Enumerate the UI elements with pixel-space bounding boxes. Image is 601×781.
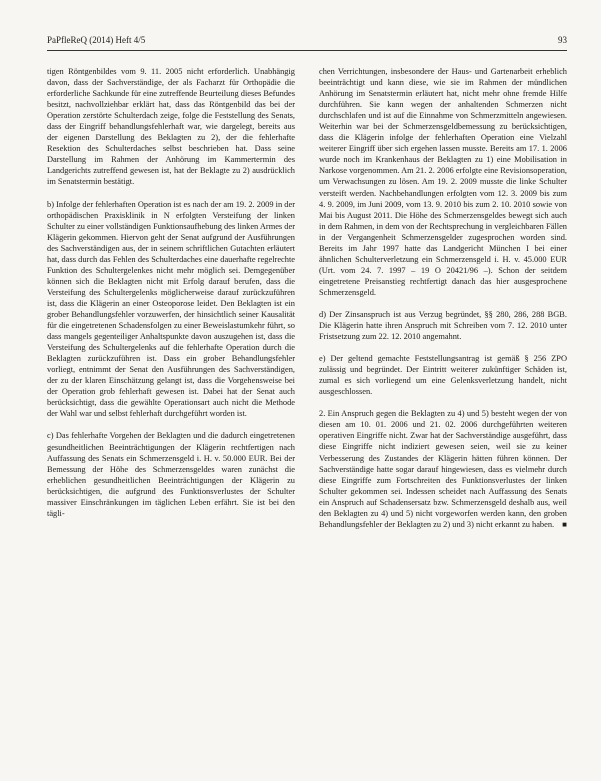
paragraph: tigen Röntgenbildes vom 9. 11. 2005 nicht erforderlich. Unabhängig davon, dass der Sachverständige, der als Facharzt für Orthopädie die erforderliche Sachkunde für eine zutreffende Beurteilung dieses Befundes besitzt, nachvollziehbar erklärt hat, dass das Röntgenbild das bei der Operation zerstörte Schulterdach zeige, folge die Feststellung des Senats, dass der Eingriff behandlungsfehlerhaft war, wie dargelegt, bereits aus der eigenen Darstellung des Beklagten zu 2), der die fehlerhafte Resektion des Schulterdaches selbst beschrieben hat. Dass seine Darstellung im Rahmen der Anhörung im Kammertermin des Landgerichts zutreffend gewesen ist, hat der Beklagte zu 2) ausdrücklich im Senatstermin bestätigt. — [47, 67, 295, 187]
right-column — [319, 66, 567, 530]
paragraph: e) Der geltend gemachte Feststellungsantrag ist gemäß § 256 ZPO zulässig und begründet. Der Eintritt weiterer zukünftiger Schäden ist, zumal es sich vorliegend um eine Gelenksverletzung handelt, nicht ausgeschlossen. — [319, 354, 567, 397]
end-mark: ■ — [562, 519, 567, 529]
paragraph: b) Infolge der fehlerhaften Operation ist es nach der am 19. 2. 2009 in der orthopädischen Praxisklinik in N erfolgten Versteifung der linken Schulter zu einer vollständigen Funktionsaufhebung des linken Armes der Klägerin gekommen. Hiervon geht der Senat aufgrund der Ausführungen des Sachverständigen aus, der in seinem schriftlichen Gutachten erläutert hat, dass durch das Fehlen des Schulterdaches eine dauerhafte regelrechte Funktion des Schultergelenkes nicht mehr möglich sei. Demgegenüber können sich die Beklagten nicht mit Erfolg darauf berufen, dass die Versteifung des Schultergelenks möglicherweise darauf zurückzuführen ist, dass die Klägerin an einer Osteoporose leidet. Den Beklagten ist ein grober Behandlungsfehler vorzuwerfen, der hinsichtlich seiner Kausalität für die eingetretenen Schadensfolgen zu einer Beweislastumkehr führt, so dass mangels gegenteiliger Anhaltspunkte davon auszugehen ist, dass die Versteifung des Schultergelenks auf die fehlerhafte Operation durch die Beklagten zurückzuführen ist. Dass ein grober Behandlungsfehler vorliegt, entnimmt der Senat den Ausführungen des Sachverständigen, der zu der klaren Einschätzung gelangt ist, dass die Vorgehensweise bei der Operation grob fehlerhaft gewesen ist. Dabei hat der Senat auch berücksichtigt, dass die gewählte Operationsart auch nicht die Methode der Wahl war und selbst fehlerhaft durchgeführt worden ist. — [47, 199, 295, 419]
paragraph — [319, 408, 567, 530]
left-column — [47, 66, 295, 519]
journal-citation: PaPfleReQ (2014) Heft 4/5 — [47, 35, 146, 45]
paragraph: d) Der Zinsanspruch ist aus Verzug begründet, §§ 280, 286, 288 BGB. Die Klägerin hatte ihren Anspruch mit Schreiben vom 7. 12. 2010 unter Fristsetzung zum 22. 12. 2010 angemahnt. — [319, 309, 567, 342]
header-rule — [47, 50, 567, 51]
paragraph: chen Verrichtungen, insbesondere der Haus- und Gartenarbeit erheblich beeinträchtigt und kann diese, wie sie im Rahmen der mündlichen Anhörung im Senatstermin erläutert hat, nicht mehr ohne fremde Hilfe durchführen. Sie kann wegen der anhaltenden Schmerzen nicht durchschlafen und ist auf die Einnahme von Schmerzmitteln angewiesen. Weiterhin war bei der Schmerzensgeldbemessung zu berücksichtigen, dass die Klägerin infolge der fehlerhaften Operation eine Vielzahl weiterer Eingriff über sich ergehen lassen musste. Bereits am 17. 1. 2006 wurde noch im Krankenhaus der Beklagten zu 1) eine Mobilisation in Narkose vorgenommen. Am 21. 2. 2006 erfolgte eine Revisionsoperation, um Verwachsungen zu lösen. Am 19. 2. 2009 musste die linke Schulter versteift werden. Nachbehandlungen erfolgten vom 12. 3. 2009 bis zum 4. 9. 2009, im Juni 2009, vom 13. 9. 2010 bis zum 2. 10. 2010 sowie von Mai bis August 2011. Die Höhe des Schmerzensgeldes bewegt sich auch in dem Rahmen, in dem von der Rechtsprechung in vergleichbaren Fällen in der Vergangenheit Schmerzensgelder zugesprochen worden sind. Bereits im Jahr 1997 hatte das Landgericht München I bei einer ähnlichen Schulterverletzung ein Schmerzensgeld i. H. v. 45.000 EUR (Urt. vom 24. 7. 1997 – 19 O 20421/96 –). Schon der seitdem eingetretene Preisanstieg rechtfertigt danach das hier ausgesprochene Schmerzensgeld. — [319, 67, 567, 297]
paragraph: c) Das fehlerhafte Vorgehen der Beklagten und die dadurch eingetretenen gesundheitlichen Beeinträchtigungen der Klägerin rechtfertigen nach Auffassung des Senats ein Schmerzensgeld i. H. v. 50.000 EUR. Bei der Bemessung der Höhe des Schmerzensgeldes waren zunächst die erheblichen gesundheitlichen Beeinträchtigungen der Klägerin zu berücksichtigen, die aufgrund des Funktionsverlustes der Schulter massiver Einschränkungen im täglichen Leben erfährt. Sie ist bei den tägli- — [47, 431, 295, 518]
paragraph-text: 2. Ein Anspruch gegen die Beklagten zu 4) und 5) besteht wegen der von diesen am 10. 01. 2006 und 21. 02. 2006 durchgeführten weiteren operativen Eingriffe nicht. Zwar hat der Sachverständige ausgeführt, dass diese Eingriffe nicht indiziert gewesen seien, weil sie zu keiner Verbesserung des Zustandes der Klägerin hätten führen können. Der Sachverständige hatte sogar darauf hingewiesen, dass es vielmehr durch diese Eingriffe zum Fortschreiten des Funktionsverlustes der linken Schulter gekommen sei. Indessen scheidet nach Auffassung des Senats ein Anspruch auf Schadensersatz bzw. Schmerzensgeld deshalb aus, weil den Beklagten zu 4) und 5) nicht vorgeworfen werden kann, den groben Behandlungsfehler der Beklagten zu 2) und 3) nicht erkannt zu haben. — [319, 409, 567, 529]
page-number: 93 — [558, 35, 567, 45]
